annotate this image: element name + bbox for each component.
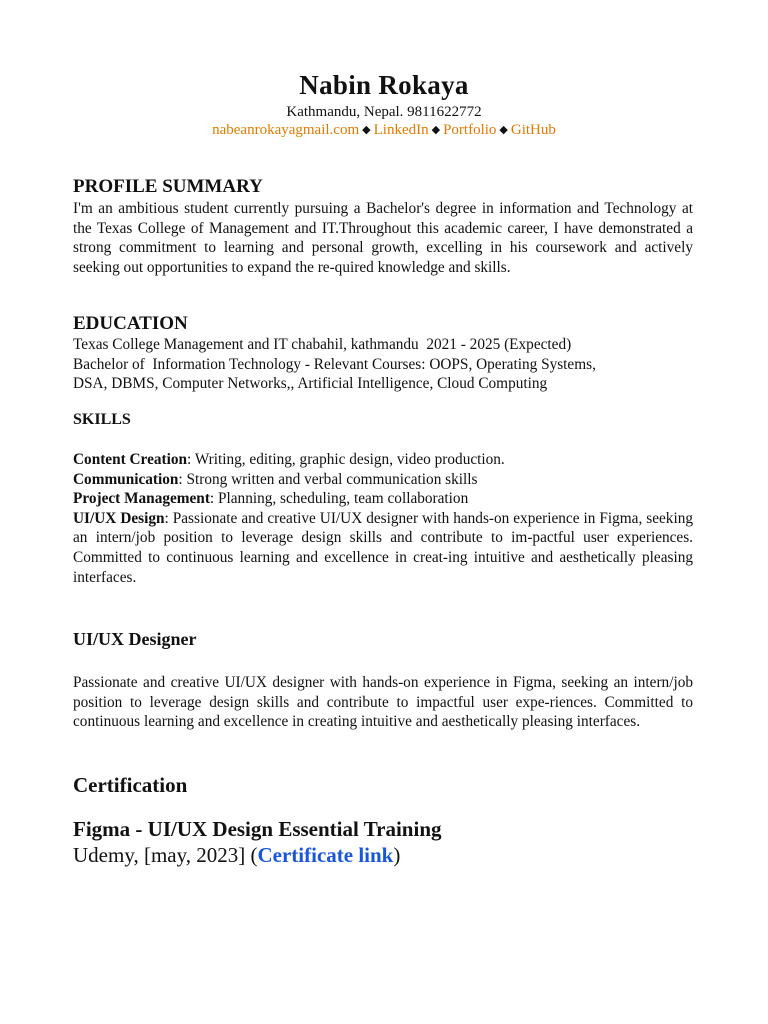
contact-links xyxy=(0,122,768,139)
linkedin-link[interactable]: LinkedIn xyxy=(373,122,429,138)
education-degree: Bachelor of Information Technology - Relevant Courses: OOPS, Operating Systems, xyxy=(73,355,596,373)
diamond-separator-icon: ◆ xyxy=(499,124,508,136)
skill-desc: : Writing, editing, graphic design, video production. xyxy=(187,451,505,468)
location-phone: Kathmandu, Nepal. 9811622772 xyxy=(286,104,482,120)
skill-item xyxy=(73,509,693,587)
designer-heading: UI/UX Designer xyxy=(73,629,197,649)
profile-summary-heading: PROFILE SUMMARY xyxy=(73,176,263,197)
education-courses: DSA, DBMS, Computer Networks,, Artificial Intelligence, Cloud Computing xyxy=(73,375,548,393)
certificate-title: Figma - UI/UX Design Essential Training xyxy=(73,817,442,841)
skill-name: Content Creation xyxy=(73,451,188,468)
certificate-issuer-date: Udemy, [may, 2023] ( xyxy=(73,843,258,867)
education-details xyxy=(73,335,693,394)
profile-summary-text: I'm an ambitious student currently pursuing a Bachelor's degree in information and Technology at the Texas College of Management and IT.Throughout this academic career, I have demonstrated a strong commitment to learning and personal growth, excelling in his coursework and actively seeking out opportunities to expand the re-quired knowledge and skills. xyxy=(73,200,693,276)
education-heading: EDUCATION xyxy=(73,313,188,334)
portfolio-link[interactable]: Portfolio xyxy=(443,122,497,138)
certificate-source xyxy=(73,842,693,868)
skill-name: UI/UX Design xyxy=(73,509,165,527)
education-institution: Texas College Management and IT chabahil, kathmandu 2021 - 2025 (Expected) xyxy=(73,336,572,353)
skill-item xyxy=(73,470,693,490)
email-link[interactable]: nabeanrokayagmail.com xyxy=(212,122,360,138)
skill-name: Project Management xyxy=(73,490,210,508)
github-link[interactable]: GitHub xyxy=(510,122,556,138)
skill-name: Communication xyxy=(73,470,179,488)
diamond-separator-icon: ◆ xyxy=(362,124,371,136)
skill-item xyxy=(73,489,693,509)
skill-desc: : Passionate and creative UI/UX designer with hands-on experience in Figma, seeking an intern/job position to leverage design skills and contribute to im-pactful user experiences. Committed to continuous learning and excellence in creat-ing intuitive and aesthetically pleasing interfaces. xyxy=(73,509,693,586)
skill-item xyxy=(73,450,693,470)
diamond-separator-icon: ◆ xyxy=(431,124,441,136)
certificate-link[interactable]: Certificate link xyxy=(257,843,394,867)
skills-list xyxy=(73,450,693,587)
designer-text: Passionate and creative UI/UX designer with hands-on experience in Figma, seeking an intern/job position to leverage design skills and contribute to impactful user expe-riences. Committed to continuous learning and excellence in creating intuitive and aesthetically pleasing interfaces. xyxy=(73,674,693,731)
candidate-name: Nabin Rokaya xyxy=(299,70,469,100)
skill-desc: : Planning, scheduling, team collaboration xyxy=(209,490,469,508)
skill-desc: : Strong written and verbal communication skills xyxy=(178,470,478,488)
certificate-close-paren: ) xyxy=(393,843,401,867)
skills-heading: SKILLS xyxy=(73,411,131,428)
certification-heading: Certification xyxy=(73,773,188,797)
